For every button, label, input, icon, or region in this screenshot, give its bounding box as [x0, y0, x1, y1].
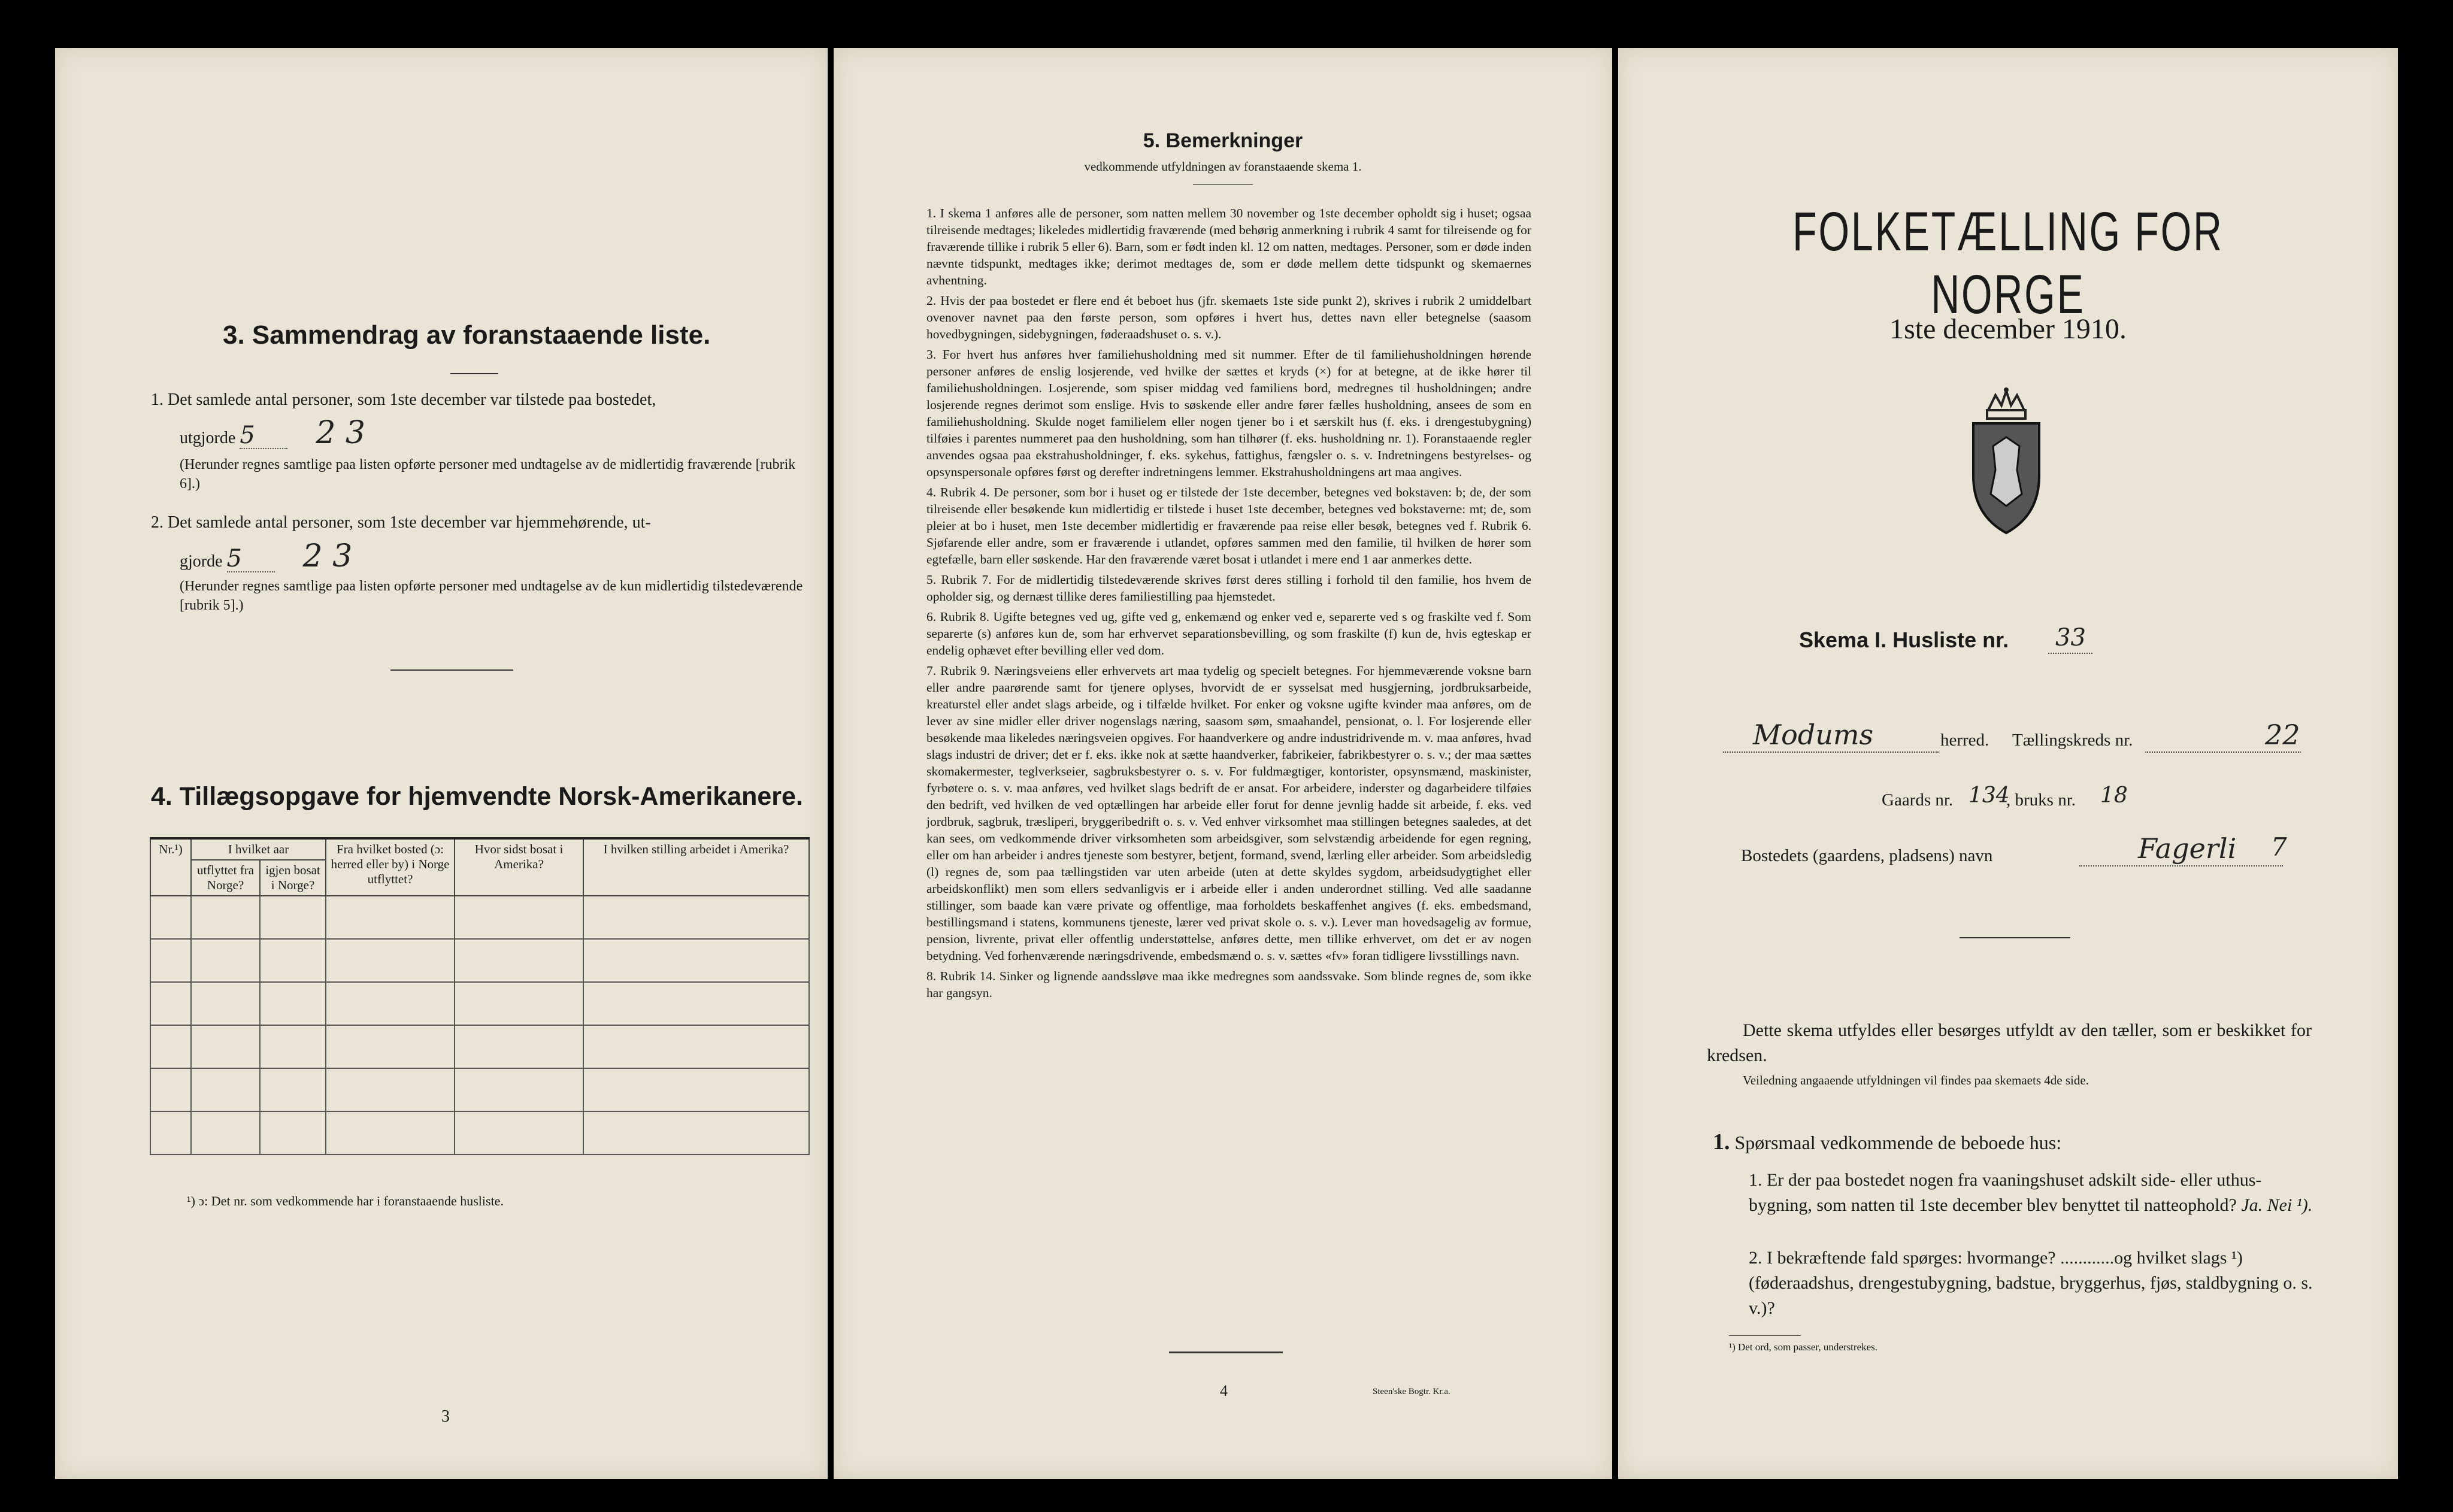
census-date: 1ste december 1910.: [1889, 313, 2127, 345]
table-header-col-a: utflyttet fra Norge?: [191, 860, 260, 896]
table-footnote: ¹) ɔ: Det nr. som vedkommende har i foranstaaende husliste.: [187, 1193, 504, 1208]
remark-1: 1. I skema 1 anføres alle de personer, som natten mellem 30 november og 1ste december opholdt sig i huset; ogsaa tilreisende medtages; likeledes midlertidig fraværende (med behørig anmerkning i rubrik 4 samt for tilreisende og for fraværende tillike i rubrik 5 eller 6). Barn, som er født inden kl. 12 om natten, medtages. Personer, som er døde inden nævnte tidspunkt, medtages ikke; derimot medtages de, som er døde mellem dette tidspunkt og skemaernes avhentning.: [926, 206, 1531, 287]
bruks-value: 18: [2100, 783, 2128, 808]
questions-heading-text: Spørsmaal vedkommende de beboede hus:: [1734, 1132, 2062, 1153]
bosted-value: Fagerli: [2138, 832, 2237, 865]
item2-note: (Herunder regnes samtlige paa listen opførte personer med undtagelse av de kun midlertidig tilstedeværende [rubrik 5].): [180, 578, 803, 613]
item2-lead: gjorde: [180, 552, 223, 571]
page-right: [1618, 48, 2398, 1479]
gaards-value: 134: [1969, 783, 2010, 808]
question-1-text: 1. Er der paa bostedet nogen fra vaaningshuset adskilt side- eller uthus-bygning, som natten til 1ste december blev benyttet til natteophold?: [1749, 1170, 2262, 1215]
question-2: 2. I bekræftende fald spørges: hvormange? ............og hvilket slags ¹) (føderaadshus, drengestubygning, badstue, bryggerhus, fjøs, staldbygning o. s. v.)?: [1749, 1248, 2313, 1318]
item1-value: 5: [240, 423, 287, 449]
table-row: [150, 1025, 809, 1068]
remark-8: 8. Rubrik 14. Sinker og lignende aandssløve maa ikke medregnes som aandssvake. Som blinde regnes de, som ikke har gangsyn.: [926, 969, 1531, 1000]
table-header-col-d: Hvor sidst bosat i Amerika?: [455, 838, 583, 896]
page-middle: [834, 48, 1612, 1479]
table-header-group: I hvilket aar: [191, 838, 326, 860]
divider: [390, 669, 513, 671]
remarks-list: [926, 205, 1531, 1005]
table-row: [150, 939, 809, 982]
item1-lead: utgjorde: [180, 429, 236, 447]
remarks-title: 5. Bemerkninger: [1143, 129, 1303, 152]
table-header-col-b: igjen bosat i Norge?: [260, 860, 326, 896]
divider: [1193, 184, 1253, 185]
remark-5: 5. Rubrik 7. For de midlertidig tilstedeværende skrives først deres stilling i forhold til den familie, hos hvem de opholder sig, og dernæst tillike deres familiestilling paa hjemstedet.: [926, 572, 1531, 604]
divider: [1729, 1335, 1801, 1336]
question-1-answer: Ja. Nei ¹).: [2241, 1195, 2313, 1215]
coat-of-arms-icon: [1964, 386, 2048, 536]
remark-7: 7. Rubrik 9. Næringsveiens eller erhvervets art maa tydelig og specielt betegnes. For hjemmeværende voksne barn eller andre paarørende samt for tjenere oplyses, hvorvidt de er sysselsat med husgjerning, jordbruksarbeide, kreaturstel eller andet slags arbeide, og i tilfælde hvilket. For enker og voksne ugifte kvinder maa anføres, om de lever av sine midler eller driver nogenslags næring, saasom søm, smaahandel, pensionat, o. l. For losjerende eller besøkende maa likeledes næringsveien opgives. For haandverkere og andre industridrivende m. v. maa anføres, hvad slags industri de driver; det er f. eks. ikke nok at sætte haandverker, fabrikeier, fabrikbestyrer o. s. v.; der maa sættes skomakermester, teglverkseier, sagbruksbestyrer o. s. v. For fuldmægtiger, kontorister, opsynsmænd, maskinister, fyrbøtere o. s. v. maa anføres, ved hvilket slags bedrift de er ansat. For arbeidere, inderster og dagarbeidere tilføies den bedrift, ved hvilken de ved optællingen har arbeide eller forut for denne jevnlig hadde sit arbeide, f. eks. ved jordbruk, sagbruk, træsliperi, bryggeribedrift o. s. v. Ved enhver virksomhet maa stillingen betegnes saaledes, at det kan sees, om vedkommende driver virksomheten som arbeidsgiver, som selvstændig arbeidende for egen regning, eller om han arbeider i andres tjeneste som bestyrer, betjent, formand, svend, lærling eller arbeider. Som arbeidsledig (l) regnes de, som paa tællingstiden var uten arbeide (uten at dette skyldes sygdom, arbeidsudygtighet eller arbeidskonflikt) men som ellers sedvanligvis er i arbeide eller i anden underordnet stilling. Ved alle saadanne stillinger, som baade kan være private og offentlige, maa forholdets beskaffenhet angives (f. eks. embedsmand, bestillingsmand i statens, kommunens tjeneste, lærer ved privat skole o. s. v.). Lever man hovedsagelig av formue, pension, livrente, privat eller offentlig understøttelse, anføres dette, men tillike erhvervet, om det er av nogen betydning. Ved forhenværende næringsdrivende, embedsmænd o. s. v. sættes «fv» foran tidligere livsstillings navn.: [926, 663, 1531, 963]
item1-handwritten: 2 3: [316, 415, 366, 451]
remark-6: 6. Rubrik 8. Ugifte betegnes ved ug, gifte ved g, enkemænd og enker ved e, separerte ved s og fraskilte ved f. Som separerte (s) anføres kun de, som har erhvervet separationsbevilling, og som fraskilte (f) kun de, hvis egteskap er endelig ophævet efter bevilling eller ved dom.: [926, 610, 1531, 657]
divider: [1169, 1352, 1283, 1353]
page-number: 3: [441, 1407, 450, 1426]
question-1: [1749, 1168, 2318, 1218]
divider: [450, 373, 498, 374]
dotted-line: [2048, 653, 2092, 654]
questions-heading-number: 1.: [1713, 1129, 1730, 1155]
herred-label: herred.: [1940, 731, 1989, 750]
veiledning-text: Veiledning angaaende utfyldningen vil findes paa skemaets 4de side.: [1743, 1073, 2089, 1087]
section3-title: 3. Sammendrag av foranstaaende liste.: [223, 320, 711, 350]
remark-3: 3. For hvert hus anføres hver familiehusholdning med sit nummer. Efter de til familiehusholdningen hørende personer anføres de enslig losjerende, ved hvilke der sættes et kryds (×) for at betegne, at de ikke hører til familiehusholdningen. Losjerende, som spiser middag ved familiens bord, medregnes til husholdningen; andre losjerende regnes derimot som enslige. Hvis to søskende eller andre fører fælles husholdning, ansees de som en familiehusholdning. Skulde noget familielem eller nogen tjener bo i et særskilt hus (f. eks. i drengestubygning) tilføies i parentes nummeret paa den husholdning, som han tilhører (f. eks. husholdning nr. 1). Foranstaaende regler anvendes ogsaa paa ekstrahusholdninger, f. eks. sykehus, fattighus, fængsler o. s. v. Indretningens bestyrelses- og opsynspersonale opføres først og derefter indretningens lemmer. Ekstrahusholdningens art maa angives.: [926, 347, 1531, 479]
skema-label: Skema I. Husliste nr.: [1799, 628, 2009, 652]
table-row: [150, 896, 809, 939]
item2-line: [180, 538, 353, 574]
bosted-mark: 7: [2271, 832, 2287, 862]
item1-line: [180, 415, 366, 451]
item2-value: 5: [227, 546, 275, 572]
dotted-line: [1723, 752, 1939, 753]
section4-title: 4. Tillægsopgave for hjemvendte Norsk-Amerikanere.: [151, 782, 803, 811]
page-number: 4: [1220, 1382, 1228, 1399]
table-row: [150, 982, 809, 1025]
census-title: FOLKETÆLLING FOR NORGE: [1792, 201, 2224, 325]
item1-text: 1. Det samlede antal personer, som 1ste december var tilstede paa bostedet,: [151, 390, 656, 409]
bosted-label: Bostedets (gaardens, pladsens) navn: [1741, 846, 1993, 865]
husliste-nr: 33: [2055, 624, 2086, 652]
kreds-label: Tællingskreds nr.: [2012, 731, 2133, 750]
dotted-line: [2145, 752, 2301, 753]
intro-text: Dette skema utfyldes eller besørges utfyldt av den tæller, som er beskikket for kredsen.: [1707, 1020, 2312, 1065]
table-row: [150, 1068, 809, 1111]
item2-handwritten: 2 3: [302, 538, 353, 574]
remarks-subtitle: vedkommende utfyldningen av foranstaaende skema 1.: [1084, 159, 1362, 174]
ornament-divider: [1960, 937, 2070, 938]
item2-text: 2. Det samlede antal personer, som 1ste december var hjemmehørende, ut-: [151, 513, 651, 532]
page-left: [55, 48, 828, 1479]
printer-mark: Steen'ske Bogtr. Kr.a.: [1373, 1387, 1450, 1396]
questions-heading: [1713, 1129, 2061, 1155]
right-footnote: ¹) Det ord, som passer, understrekes.: [1729, 1341, 1878, 1353]
bruks-label: , bruks nr.: [2006, 790, 2076, 810]
dotted-line: [2079, 865, 2283, 866]
item1-note: (Herunder regnes samtlige paa listen opførte personer med undtagelse av de midlertidig fraværende [rubrik 6].): [180, 457, 796, 492]
gaards-label: Gaards nr.: [1882, 790, 1954, 810]
table-header-col-e: I hvilken stilling arbeidet i Amerika?: [583, 838, 809, 896]
table-header-col-c: Fra hvilket bosted (ɔ: herred eller by) i Norge utflyttet?: [326, 838, 455, 896]
kreds-value: 22: [2265, 719, 2300, 751]
norsk-amerikanere-table: [150, 837, 810, 1155]
remark-4: 4. Rubrik 4. De personer, som bor i huset og er tilstede der 1ste december, betegnes ved bokstaven: b; de, der som tilreisende eller besøkende kun midlertidig er tilstede i huset 1ste december, betegnes ved bokstaverne: mt; de, som pleier at bo i huset, men 1ste december midlertidig er fraværende paa reise eller besøk, betegnes ved f. Rubrik 6. Sjøfarende eller andre, som er fraværende i utlandet, opføres sammen med den familie, til hvilken de hører som egtefælle, barn eller søskende. Har den fraværende været bosat i utlandet i mere end 1 aar anmerkes dette.: [926, 485, 1531, 566]
table-header-nr: Nr.¹): [150, 838, 191, 896]
herred-value: Modums: [1753, 719, 1874, 751]
remark-2: 2. Hvis der paa bostedet er flere end ét beboet hus (jfr. skemaets 1ste side punkt 2), skrives i rubrik 2 umiddelbart ovenover navnet paa den første person, som opføres i hvert hus, dettes navn eller betegnelse (saasom hovedbygningen, sidebygningen, føderaadshuset o. s. v.).: [926, 293, 1531, 341]
table-row: [150, 1111, 809, 1155]
